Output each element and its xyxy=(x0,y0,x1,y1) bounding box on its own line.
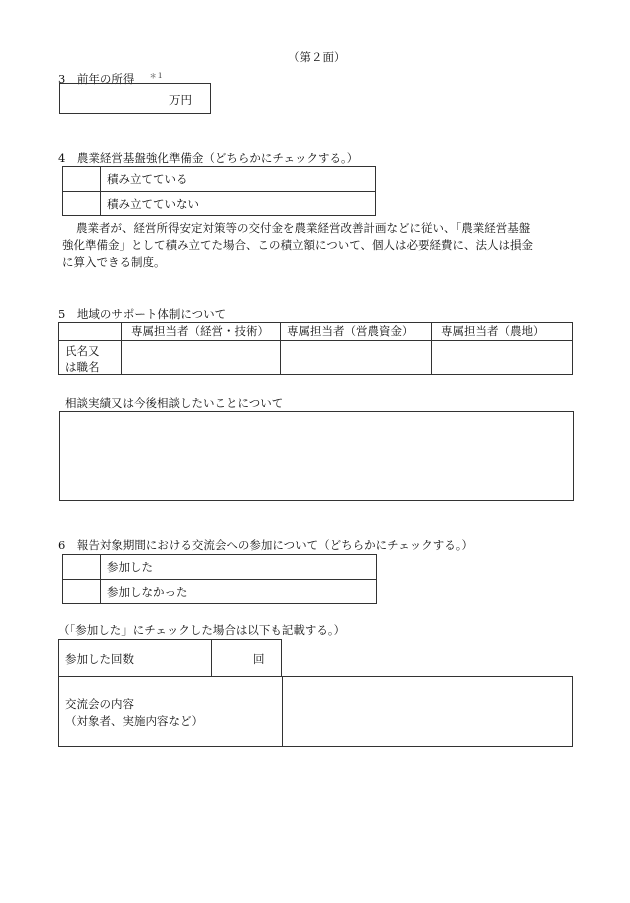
support-col-header-management: 専属担当者（経営・技術） xyxy=(131,324,269,338)
management-contact-field[interactable] xyxy=(122,341,280,374)
support-row-label-line-1: 氏名又 xyxy=(65,344,100,358)
income-unit: 万円 xyxy=(169,93,192,107)
exchange-yes-checkbox[interactable] xyxy=(63,555,100,579)
reserve-no-checkbox[interactable] xyxy=(63,192,100,216)
exchange-content-label-line-2: （対象者、実施内容など） xyxy=(65,714,203,728)
section-4-title: 4 農業経営基盤強化準備金（どちらかにチェックする。） xyxy=(58,151,359,165)
exchange-count-field[interactable] xyxy=(212,640,252,676)
reserve-yes-checkbox[interactable] xyxy=(63,167,100,191)
exchange-yes-label: 参加した xyxy=(107,560,153,574)
exchange-no-checkbox[interactable] xyxy=(63,580,100,604)
finance-contact-field[interactable] xyxy=(281,341,431,374)
reserve-note-line-2: 強化準備金」として積み立てた場合、この積立額について、個人は必要経費に、法人は損金 xyxy=(62,238,534,252)
farmland-contact-field[interactable] xyxy=(432,341,572,374)
support-row-label-line-2: は職名 xyxy=(65,360,100,374)
consult-field[interactable] xyxy=(59,411,574,501)
exchange-content-field[interactable] xyxy=(283,677,572,746)
section-6-title: 6 報告対象期間における交流会への参加について（どちらかにチェックする。） xyxy=(58,538,473,552)
exchange-note: （「参加した」にチェックした場合は以下も記載する。） xyxy=(58,623,346,637)
exchange-content-label-line-1: 交流会の内容 xyxy=(65,697,134,711)
support-col-header-farmland: 専属担当者（農地） xyxy=(441,324,545,338)
consult-title: 相談実績又は今後相談したいことについて xyxy=(65,396,284,410)
reserve-note-line-1: 農業者が、経営所得安定対策等の交付金を農業経営改善計画などに従い、「農業経営基盤 xyxy=(76,221,531,235)
support-col-header-finance: 専属担当者（営農資金） xyxy=(287,324,414,338)
footnote-mark: ＊１ xyxy=(149,72,164,80)
exchange-row-divider xyxy=(62,579,377,580)
section-3-title-text: 3 前年の所得 xyxy=(58,71,135,86)
reserve-row-divider xyxy=(62,191,376,192)
exchange-count-label: 参加した回数 xyxy=(65,652,134,666)
reserve-no-label: 積み立てていない xyxy=(107,197,199,211)
reserve-col-divider xyxy=(100,166,101,216)
exchange-no-label: 参加しなかった xyxy=(107,585,188,599)
reserve-yes-label: 積み立てている xyxy=(107,172,188,186)
page-number: （第２面） xyxy=(288,50,346,64)
exchange-count-unit: 回 xyxy=(253,652,265,666)
reserve-note-line-3: に算入できる制度。 xyxy=(62,255,166,269)
section-5-title: 5 地域のサポート体制について xyxy=(58,307,227,321)
exchange-col-divider xyxy=(100,554,101,604)
